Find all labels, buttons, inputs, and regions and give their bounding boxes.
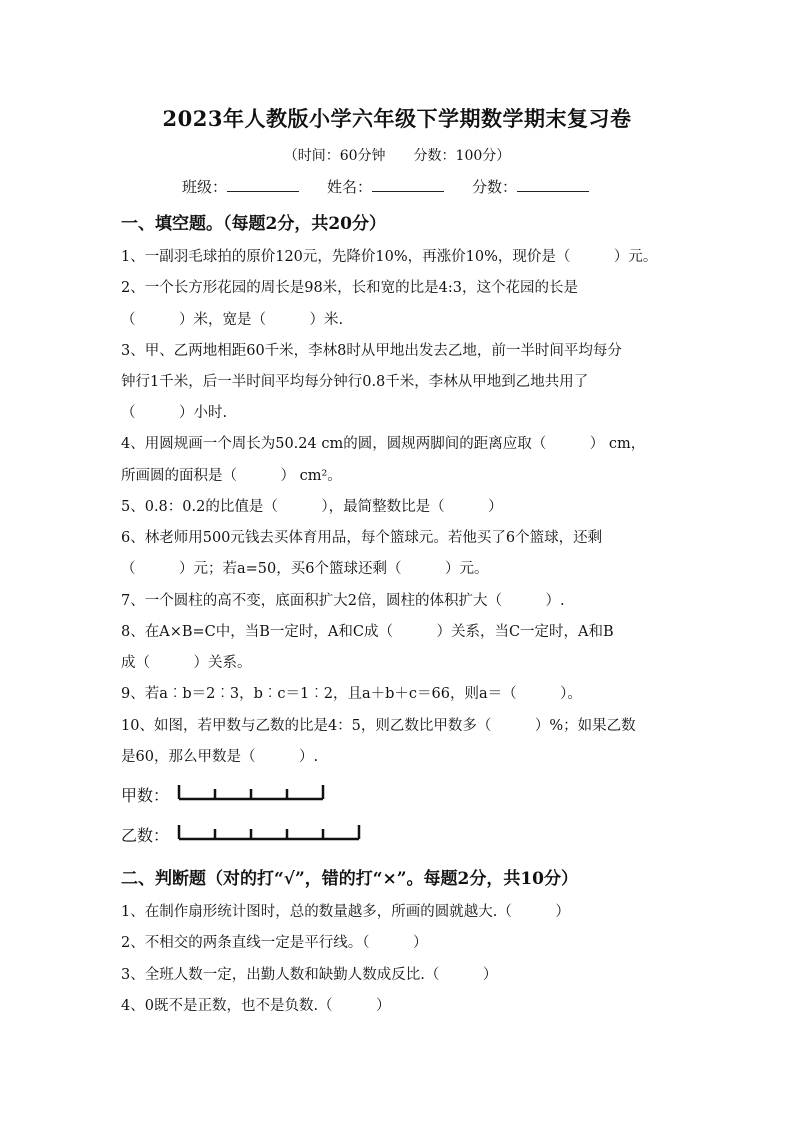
judgment-line: 3、全班人数一定，出勤人数和缺勤人数成反比.（ ） [121,967,498,983]
section-2-heading: 二、判断题（对的打“√”，错的打“×”。每题2分，共10分） [121,869,579,889]
name-blank[interactable] [372,177,444,192]
score-label: 分数： [472,178,518,196]
question-line: 4、用圆规画一个周长为50.24 cm的圆，圆规两脚间的距离应取（ ） cm， [121,436,646,452]
question-line: 钟行1千米，后一半时间平均每分钟行0.8千米，李林从甲地到乙地共用了 [121,374,589,390]
page-title: 2023年人教版小学六年级下学期数学期末复习卷 [162,106,632,131]
question-line: 10、如图，若甲数与乙数的比是4：5，则乙数比甲数多（ ）%；如果乙数 [121,718,636,734]
question-line: 6、林老师用500元钱去买体育用品，每个篮球元。若他买了6个篮球，还剩 [121,530,603,546]
yi-bar-label: 乙数： [121,826,170,845]
exam-time-score: （时间：60分钟 分数：100分） [283,148,511,164]
question-line: 9、若a︰b＝2︰3，b︰c＝1︰2，且a＋b＋c＝66，则a＝（ ）。 [121,686,582,702]
question-line: 8、在A×B=C中，当B一定时，A和C成（ ）关系，当C一定时，A和B [121,624,614,640]
section-1-heading: 一、填空题。（每题2分，共20分） [121,214,386,234]
question-line: 7、一个圆柱的高不变，底面积扩大2倍，圆柱的体积扩大（ ）. [121,593,565,609]
name-field[interactable] [327,176,444,197]
question-line: 3、甲、乙两地相距60千米，李林8时从甲地出发去乙地，前一半时间平均每分 [121,343,622,359]
question-line: 是60，那么甲数是（ ）. [121,749,319,765]
question-line: 2、一个长方形花园的周长是98米，长和宽的比是4:3，这个花园的长是 [121,280,579,296]
question-line: （ ）小时. [121,405,228,421]
class-label: 班级： [182,178,228,196]
judgment-line: 2、不相交的两条直线一定是平行线。（ ） [121,935,428,951]
question-line: 1、一副羽毛球拍的原价120元，先降价10%，再涨价10%，现价是（ ）元。 [121,249,658,265]
question-line: 成（ ）关系。 [121,655,252,671]
question-line: 所画圆的面积是（ ） cm²。 [121,468,342,484]
judgment-line: 1、在制作扇形统计图时，总的数量越多，所画的圆就越大.（ ） [121,904,570,920]
score-field[interactable] [472,176,589,197]
jia-bar-label: 甲数： [121,786,170,805]
yi-segment-bar [176,823,371,843]
student-info-row [182,176,589,197]
question-line: （ ）米，宽是（ ）米. [121,312,344,328]
name-label: 姓名： [327,178,373,196]
question-line: 5、0.8：0.2的比值是（ ），最简整数比是（ ） [121,499,503,515]
score-blank[interactable] [517,177,589,192]
judgment-line: 4、0既不是正数，也不是负数.（ ） [121,998,391,1014]
class-field[interactable] [182,176,299,197]
jia-segment-bar [176,783,336,803]
class-blank[interactable] [227,177,299,192]
question-line: （ ）元；若a=50，买6个篮球还剩（ ）元。 [121,561,489,577]
